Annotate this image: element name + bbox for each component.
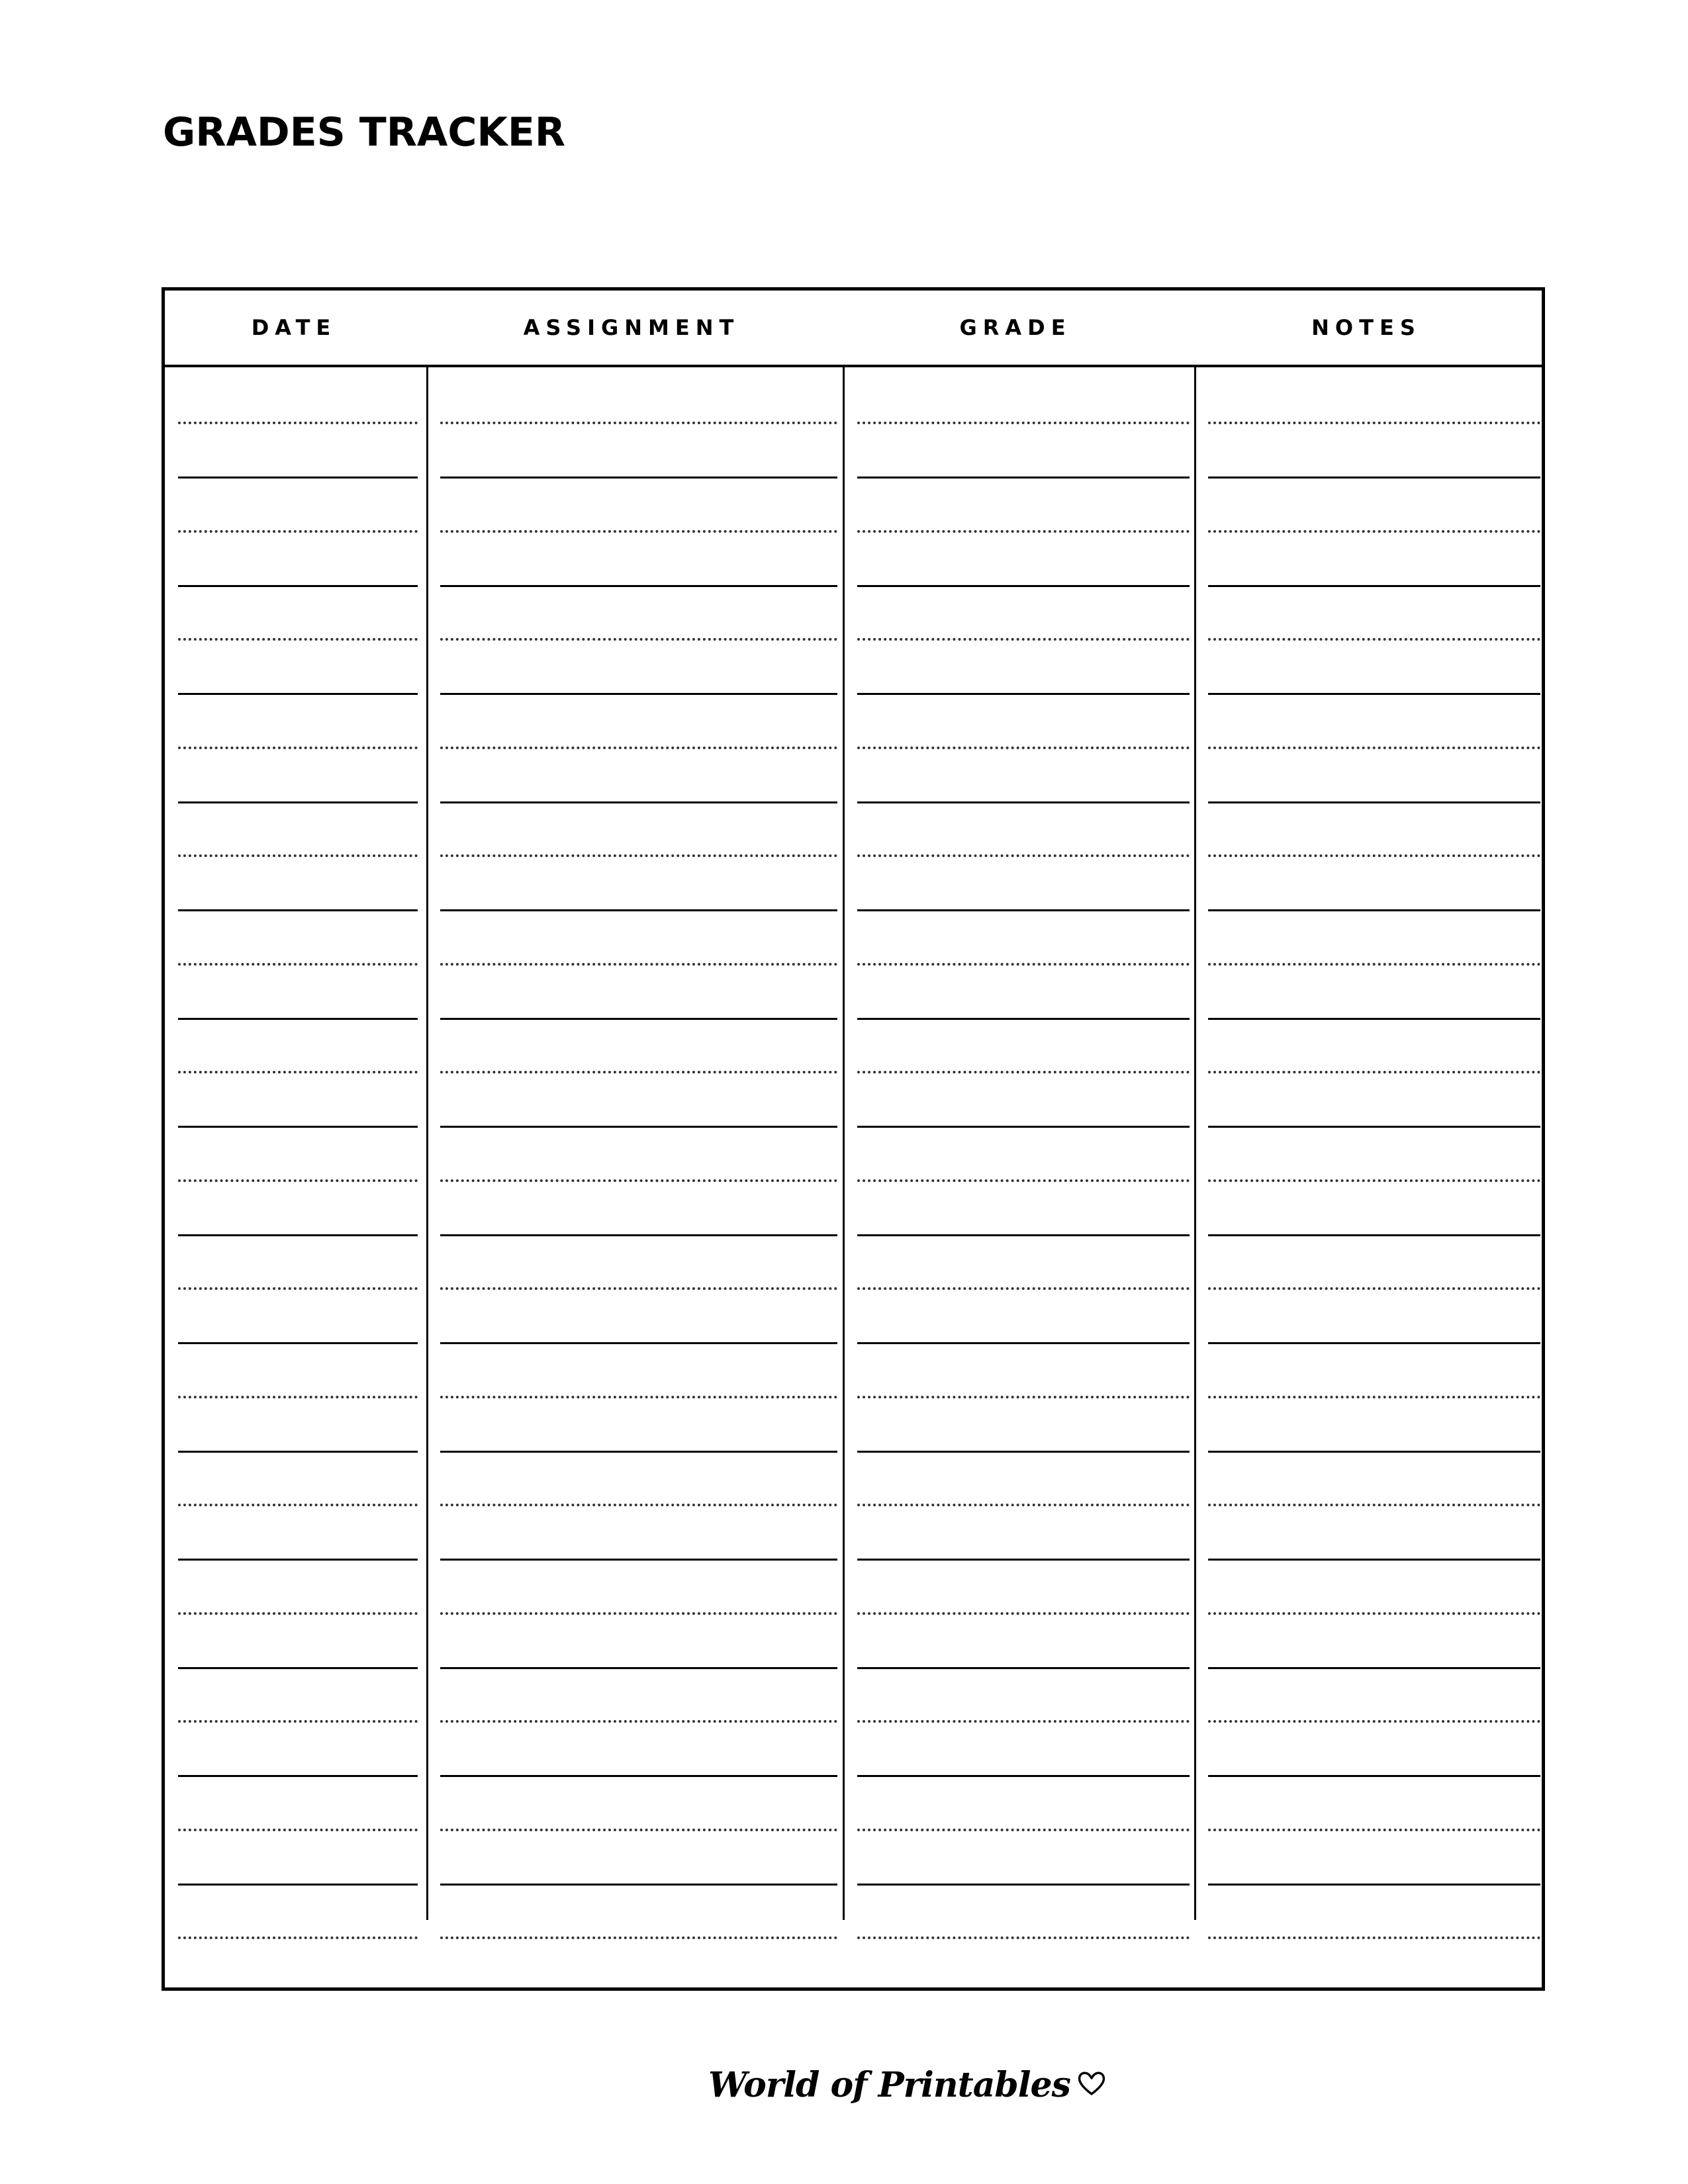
column-divider xyxy=(426,367,428,1920)
dotted-guide-line xyxy=(857,1936,1190,1939)
dotted-guide-line xyxy=(1208,1071,1540,1073)
solid-row-line xyxy=(178,1775,418,1777)
dotted-guide-line xyxy=(857,963,1190,966)
solid-row-line xyxy=(440,1126,837,1128)
dotted-guide-line xyxy=(440,1179,837,1182)
solid-row-line xyxy=(1208,1559,1540,1561)
dotted-guide-line xyxy=(440,854,837,857)
dotted-guide-line xyxy=(178,1071,418,1073)
solid-row-line xyxy=(178,477,418,478)
solid-row-line xyxy=(1208,1234,1540,1236)
solid-row-line xyxy=(1208,477,1540,478)
solid-row-line xyxy=(440,1018,837,1020)
dotted-guide-line xyxy=(440,638,837,641)
column-header-date: DATE xyxy=(251,315,337,340)
grades-table xyxy=(162,287,1545,1991)
dotted-guide-line xyxy=(1208,1179,1540,1182)
dotted-guide-line xyxy=(440,1287,837,1290)
column-divider xyxy=(843,367,845,1920)
brand-text: World of Printables xyxy=(708,2065,1070,2105)
dotted-guide-line xyxy=(178,422,418,424)
dotted-guide-line xyxy=(857,854,1190,857)
solid-row-line xyxy=(1208,1126,1540,1128)
solid-row-line xyxy=(857,1234,1190,1236)
solid-row-line xyxy=(857,909,1190,911)
column-header-notes: NOTES xyxy=(1311,315,1421,340)
dotted-guide-line xyxy=(857,1829,1190,1831)
solid-row-line xyxy=(1208,801,1540,803)
dotted-guide-line xyxy=(1208,747,1540,749)
dotted-guide-line xyxy=(857,1504,1190,1506)
heart-icon xyxy=(1077,2065,1106,2105)
dotted-guide-line xyxy=(857,747,1190,749)
dotted-guide-line xyxy=(178,1720,418,1723)
solid-row-line xyxy=(440,693,837,695)
solid-row-line xyxy=(857,1342,1190,1344)
solid-row-line xyxy=(440,1884,837,1886)
solid-row-line xyxy=(440,1451,837,1453)
dotted-guide-line xyxy=(857,1287,1190,1290)
solid-row-line xyxy=(1208,585,1540,587)
solid-row-line xyxy=(178,801,418,803)
solid-row-line xyxy=(1208,1775,1540,1777)
solid-row-line xyxy=(440,909,837,911)
solid-row-line xyxy=(857,1559,1190,1561)
dotted-guide-line xyxy=(440,1720,837,1723)
page-title: GRADES TRACKER xyxy=(163,109,566,156)
dotted-guide-line xyxy=(857,1720,1190,1723)
dotted-guide-line xyxy=(440,422,837,424)
solid-row-line xyxy=(857,1884,1190,1886)
solid-row-line xyxy=(1208,909,1540,911)
solid-row-line xyxy=(857,1018,1190,1020)
dotted-guide-line xyxy=(857,1179,1190,1182)
column-header-assignment: ASSIGNMENT xyxy=(523,315,740,340)
dotted-guide-line xyxy=(1208,638,1540,641)
dotted-guide-line xyxy=(1208,530,1540,533)
solid-row-line xyxy=(440,477,837,478)
dotted-guide-line xyxy=(178,1396,418,1398)
solid-row-line xyxy=(178,1884,418,1886)
dotted-guide-line xyxy=(1208,1396,1540,1398)
table-header-row xyxy=(165,291,1542,367)
solid-row-line xyxy=(1208,1342,1540,1344)
dotted-guide-line xyxy=(178,854,418,857)
dotted-guide-line xyxy=(1208,1504,1540,1506)
dotted-guide-line xyxy=(178,1287,418,1290)
dotted-guide-line xyxy=(857,638,1190,641)
solid-row-line xyxy=(857,1667,1190,1669)
dotted-guide-line xyxy=(440,1071,837,1073)
solid-row-line xyxy=(178,1126,418,1128)
dotted-guide-line xyxy=(178,1936,418,1939)
dotted-guide-line xyxy=(178,1612,418,1615)
solid-row-line xyxy=(857,693,1190,695)
solid-row-line xyxy=(1208,693,1540,695)
dotted-guide-line xyxy=(857,422,1190,424)
dotted-guide-line xyxy=(440,1396,837,1398)
dotted-guide-line xyxy=(178,1829,418,1831)
solid-row-line xyxy=(1208,1884,1540,1886)
solid-row-line xyxy=(178,1559,418,1561)
solid-row-line xyxy=(1208,1018,1540,1020)
dotted-guide-line xyxy=(178,747,418,749)
dotted-guide-line xyxy=(1208,1720,1540,1723)
dotted-guide-line xyxy=(178,1504,418,1506)
dotted-guide-line xyxy=(1208,963,1540,966)
solid-row-line xyxy=(857,1775,1190,1777)
solid-row-line xyxy=(440,1775,837,1777)
dotted-guide-line xyxy=(440,1936,837,1939)
dotted-guide-line xyxy=(178,638,418,641)
dotted-guide-line xyxy=(440,747,837,749)
dotted-guide-line xyxy=(440,1504,837,1506)
dotted-guide-line xyxy=(440,963,837,966)
dotted-guide-line xyxy=(857,1396,1190,1398)
dotted-guide-line xyxy=(440,1829,837,1831)
solid-row-line xyxy=(857,1126,1190,1128)
solid-row-line xyxy=(857,1451,1190,1453)
dotted-guide-line xyxy=(857,530,1190,533)
column-divider xyxy=(1194,367,1196,1920)
solid-row-line xyxy=(178,1018,418,1020)
solid-row-line xyxy=(178,1667,418,1669)
dotted-guide-line xyxy=(1208,1829,1540,1831)
solid-row-line xyxy=(178,1234,418,1236)
solid-row-line xyxy=(178,909,418,911)
solid-row-line xyxy=(440,1342,837,1344)
solid-row-line xyxy=(440,1234,837,1236)
dotted-guide-line xyxy=(440,530,837,533)
dotted-guide-line xyxy=(1208,422,1540,424)
dotted-guide-line xyxy=(178,963,418,966)
solid-row-line xyxy=(178,693,418,695)
solid-row-line xyxy=(857,477,1190,478)
solid-row-line xyxy=(1208,1667,1540,1669)
solid-row-line xyxy=(440,1559,837,1561)
solid-row-line xyxy=(178,1451,418,1453)
column-header-grade: GRADE xyxy=(959,315,1072,340)
solid-row-line xyxy=(857,585,1190,587)
dotted-guide-line xyxy=(857,1612,1190,1615)
dotted-guide-line xyxy=(178,1179,418,1182)
dotted-guide-line xyxy=(857,1071,1190,1073)
solid-row-line xyxy=(857,801,1190,803)
brand-logo xyxy=(708,2065,1106,2105)
solid-row-line xyxy=(178,1342,418,1344)
dotted-guide-line xyxy=(1208,1936,1540,1939)
solid-row-line xyxy=(440,1667,837,1669)
dotted-guide-line xyxy=(1208,1612,1540,1615)
solid-row-line xyxy=(1208,1451,1540,1453)
solid-row-line xyxy=(178,585,418,587)
dotted-guide-line xyxy=(1208,1287,1540,1290)
dotted-guide-line xyxy=(1208,854,1540,857)
solid-row-line xyxy=(440,585,837,587)
solid-row-line xyxy=(440,801,837,803)
dotted-guide-line xyxy=(178,530,418,533)
dotted-guide-line xyxy=(440,1612,837,1615)
